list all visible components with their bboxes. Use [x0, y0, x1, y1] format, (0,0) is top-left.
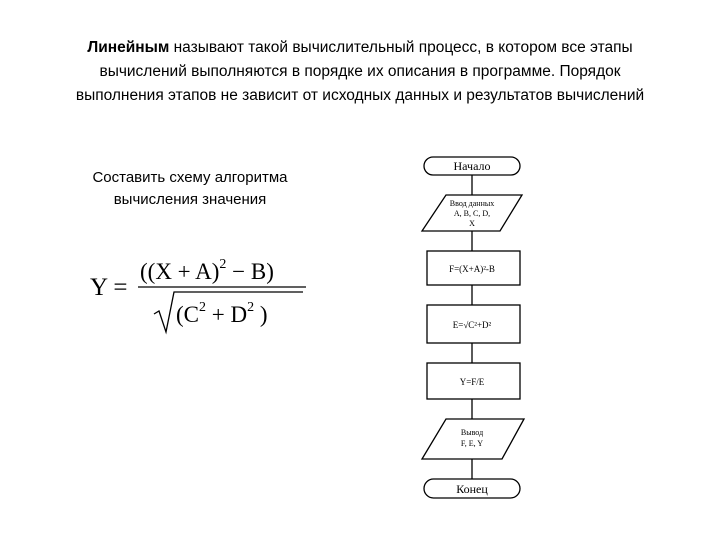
- end-label: Конец: [456, 482, 488, 496]
- flowchart: [410, 148, 540, 513]
- formula-denominator-close: ): [254, 302, 268, 327]
- definition-line-1: [30, 36, 690, 60]
- start-label: Начало: [453, 159, 491, 173]
- formula-denominator: [176, 300, 268, 327]
- formula-denominator-exp-1: 2: [199, 300, 206, 315]
- formula-numerator-exponent: 2: [219, 257, 227, 272]
- flowchart-svg: [410, 148, 540, 508]
- process-label-2: E=√C²+D²: [452, 320, 492, 330]
- formula-denominator-open: (C: [176, 302, 199, 327]
- formula-lhs: Y =: [90, 274, 128, 301]
- formula-numerator-tail: − B): [226, 259, 274, 284]
- formula-numerator-base: ((X + A): [140, 259, 220, 284]
- task-line-2: вычисления значения: [113, 191, 267, 208]
- formula: [88, 248, 328, 343]
- input-label-line-2: A, B, C, D,: [453, 209, 491, 218]
- formula-denominator-mid: + D: [206, 302, 248, 327]
- input-label-line-1: Ввод данных: [449, 199, 495, 208]
- task-line-1: Составить схему алгоритма: [92, 169, 288, 186]
- definition-line-3: выполнения этапов не зависит от исходных данных и результатов вычислений: [75, 87, 645, 104]
- output-label-line-2: F, E, Y: [460, 439, 484, 448]
- process-label-3: Y=F/E: [459, 377, 485, 387]
- formula-denominator-exp-2: 2: [247, 300, 255, 315]
- formula-numerator: [140, 257, 274, 284]
- definition-term: Линейным: [87, 39, 170, 56]
- definition-line-2: вычислений выполняются в порядке их описания в программе. Порядок: [99, 63, 621, 80]
- input-label-line-3: X: [469, 219, 475, 228]
- task-text: [70, 167, 310, 211]
- formula-svg: [88, 248, 328, 338]
- output-label-line-1: Вывод: [460, 428, 484, 437]
- definition-text: [30, 36, 690, 108]
- definition-line-1-rest: называют такой вычислительный процесс, в котором все этапы: [169, 39, 633, 56]
- process-label-1: F=(X+A)²-B: [449, 264, 495, 274]
